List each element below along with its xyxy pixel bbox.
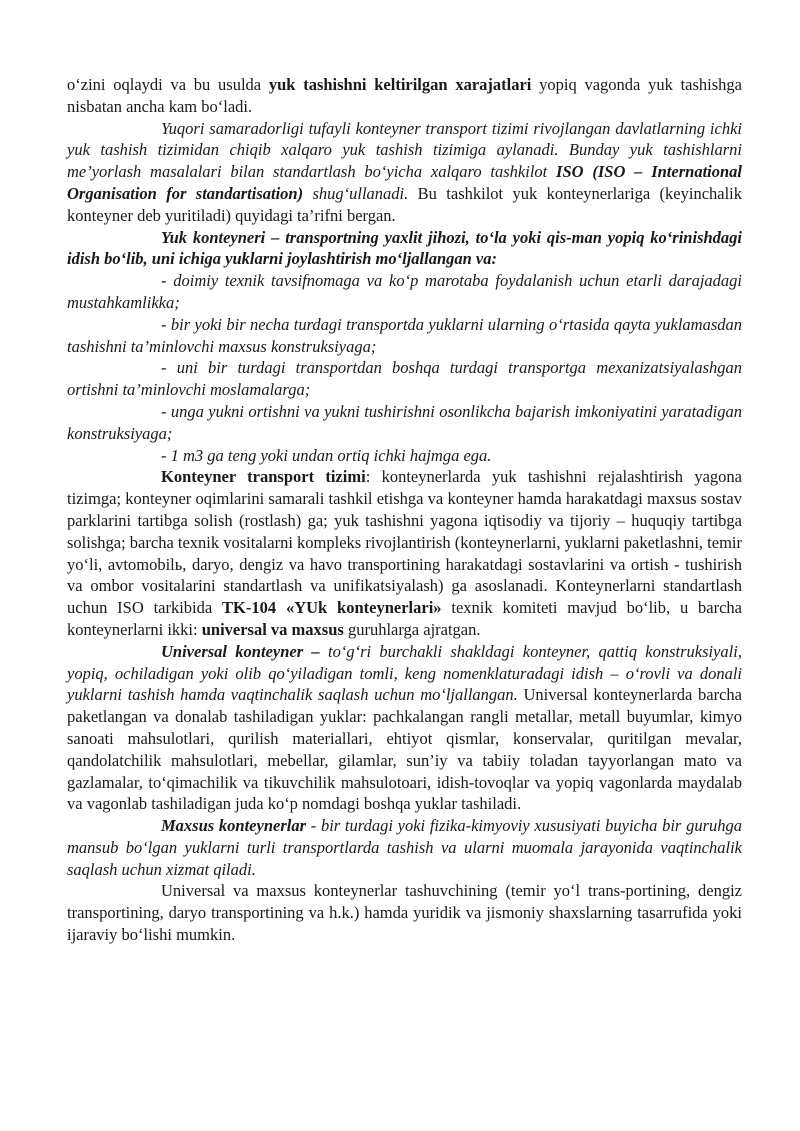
paragraph-container-transport-system — [67, 466, 742, 640]
list-item-text: - unga yukni ortishni va yukni tushirishni osonlikcha bajarish imkoniyatini yaratadigan konstruksiyaga; — [67, 401, 742, 443]
text-run: Universal va maxsus konteynerlar tashuvchining (temir yo‘l trans-portining, dengiz transportining, daryo transportining va h.k.) hamda yuridik va jismoniy shaxslarning tasarrufida yoki ijaraviy bo‘lishi mumkin. — [67, 881, 742, 945]
list-item-volume — [67, 445, 742, 467]
italic-run: to‘g‘ri burchakli shakldagi konteyner, qattiq konstruksiyali, yopiq, ochiladigan yoki olib qo‘yiladigan tomli, keng nomenklaturadagi idish – o‘rovli va donali yuklarni tashish hamda vaqtinchalik saqlash uchun mo‘ljallangan. — [67, 641, 742, 705]
list-item-text: - 1 m3 ga teng yoki undan ortiq ichki hajmga ega. — [161, 445, 492, 465]
text-run: Universal konteynerlarda barcha paketlangan va donalab tashiladigan yuklar: pachkalangan rangli metallar, metall buyumlar, kimyo sanoati mahsulotlari, qurilish materiallari, ehtiyot qismlar, konservalar, quritilgan mevalar, qandolatchilik mahsulotlari, mebellar, gilamlar, sun’iy va tabiiy toladan tayyorlangan mato va gazlamalar, to‘qimachilik va tikuvchilik mahsulotoari, idish-tovoqlar va yopiq vagonlarda maydalab va vagonlab tashiladigan juda ko‘p nomdagi boshqa yuklar tashiladi. — [67, 685, 742, 814]
bold-term: yuk tashishni keltirilgan xarajatlari — [268, 75, 532, 94]
paragraph-special-containers — [67, 815, 742, 880]
bold-italic-term: Universal konteyner – — [161, 641, 320, 661]
definition-heading: Yuk konteyneri – transportning yaxlit jihozi, to‘la yoki qis-man yopiq ko‘rinishdagi idish bo‘lib, uni ichiga yuklarni joylashtirish mo‘ljallangan va: — [67, 227, 742, 269]
document-page — [67, 74, 742, 946]
text-run: Bu tashkilot yuk konteynerlariga (keyinchalik konteyner deb yuritiladi) quyidagi ta’rifni bergan. — [67, 183, 743, 225]
iso-term: ISO (ISO – International Organisation for standartisation) — [67, 162, 742, 203]
paragraph-iso-intro — [67, 118, 742, 227]
italic-run: shug‘ullanadi. — [303, 183, 409, 203]
list-item-text: - bir yoki bir necha turdagi transportda yuklarni ularning o‘rtasida qayta yuklamasdan tashishni ta’minlovchi maxsus konstruksiyaga; — [67, 314, 742, 356]
italic-run: - bir turdagi yoki fizika-kimyoviy xususiyati buyicha bir guruhga mansub bo‘lgan yuklarni turli transportlarda tashish va ularni muomala jarayonida vaqtinchalik saqlash uchun xizmat qiladi. — [67, 816, 742, 879]
list-item-special-design — [67, 314, 742, 358]
list-item-text: - uni bir turdagi transportdan boshqa turdagi transportga mexanizatsiyalashgan ortishni ta’minlovchi moslamalarga; — [67, 358, 742, 400]
text-run: yopiq vagonda yuk tashishga nisbatan ancha kam bo‘ladi. — [67, 75, 742, 116]
italic-run: Yuqori samaradorligi tufayli konteyner transport tizimi rivojlangan davlatlarning ichki yuk tashish tizimidan chiqib xalqaro yuk tashish tizimiga aylanadi. Bunday yuk tashishlarni me’yorlash masalalari bilan standartlash bo‘yicha xalqaro tashkilot — [67, 118, 742, 182]
list-item-mechanized-transfer — [67, 357, 742, 401]
paragraph-cost-conclusion — [67, 74, 742, 118]
paragraph-ownership — [67, 880, 742, 945]
bold-term: Konteyner transport tizimi — [161, 467, 366, 487]
bold-term: TK-104 «YUk konteynerlari» — [222, 598, 442, 618]
text-run: texnik komiteti mavjud bo‘lib, u barcha konteynerlarni ikki: — [67, 598, 742, 639]
list-item-durability — [67, 270, 742, 314]
text-run: : konteynerlarda yuk tashishni rejalashtirish yagona tizimga; konteyner oqimlarini samarali tashkil etishga va konteyner hamda harakatdagi maxsus sostav parklarini tartibga solish (rostlash) ga; yuk tashishni yagona iqtisodiy va tijoriy – huquqiy tartibga solishga; barcha texnik vositalarni kompleks rivojlantirish (konteynerlarni, yuklarni paketlashni, temir yo‘li, avtomobilь, daryo, dengiz va havo transportining harakatdagi sostavlarini va ortish - tushirish va ombor vositalarini standartlash va unifikatsiyalash) ga asoslanadi. Konteynerlarni standartlash uchun ISO tarkibida — [67, 467, 742, 618]
list-item-text: - doimiy texnik tavsifnomaga va ko‘p marotaba foydalanish uchun etarli darajadagi mustahkamlikka; — [67, 271, 742, 312]
bold-term: universal va maxsus — [201, 619, 344, 639]
paragraph-universal-container — [67, 641, 742, 815]
text-run: guruhlarga ajratgan. — [343, 619, 481, 639]
paragraph-container-definition — [67, 227, 742, 271]
bold-italic-term: Maxsus konteynerlar — [161, 816, 306, 836]
text-run: o‘zini oqlaydi va bu usulda — [67, 75, 269, 94]
list-item-easy-loading — [67, 401, 742, 445]
